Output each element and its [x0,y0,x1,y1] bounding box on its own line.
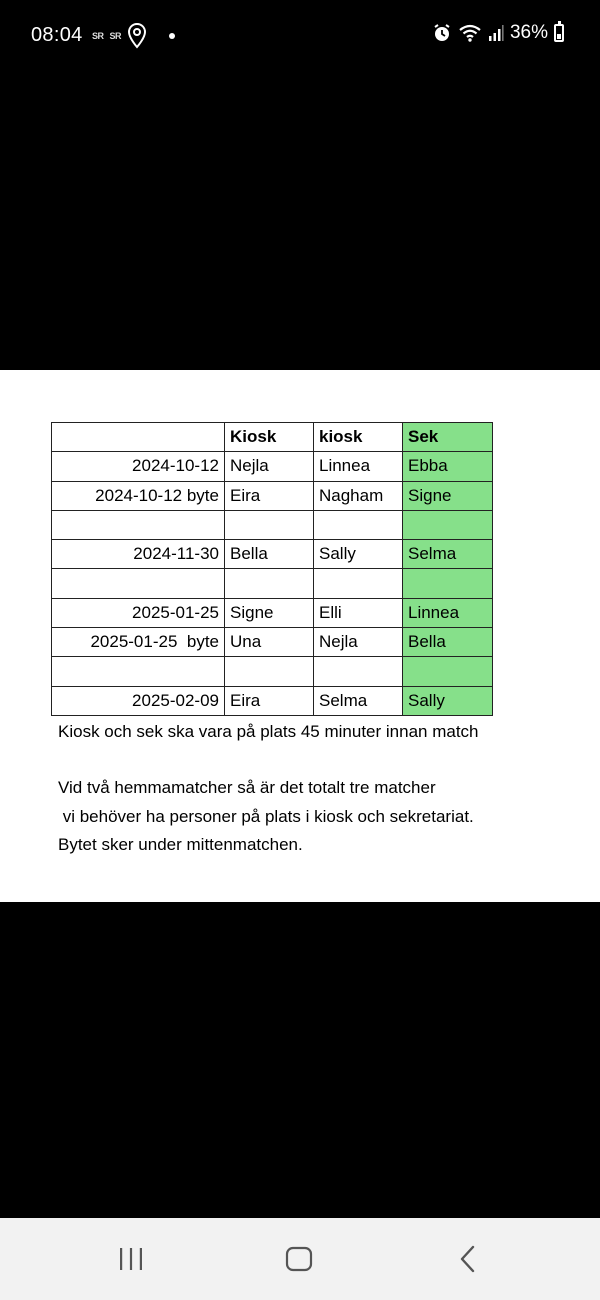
header-date [52,423,225,452]
sr-icon: SR [109,31,122,41]
location-icon [127,22,147,50]
table-row [52,569,493,598]
cell-sek: Signe [403,481,493,510]
note-line-4: Bytet sker under mittenmatchen. [58,835,303,854]
cell-date [52,510,225,539]
table-row [52,598,493,627]
note-line-2: Vid två hemmamatcher så är det totalt tre matcher [58,778,436,797]
home-button[interactable] [279,1242,319,1276]
header-kiosk-2: kiosk [314,423,403,452]
cell-kiosk-1: Nejla [225,452,314,481]
cell-date: 2024-11-30 [52,540,225,569]
header-kiosk-1: Kiosk [225,423,314,452]
cell-kiosk-1: Eira [225,686,314,715]
battery-icon [554,24,564,42]
status-right-icons [432,22,564,44]
cell-sek [403,510,493,539]
cell-kiosk-2: Sally [314,540,403,569]
document-image [0,370,600,902]
cell-sek: Ebba [403,452,493,481]
cell-kiosk-1: Eira [225,481,314,510]
cell-kiosk-1: Bella [225,540,314,569]
cell-kiosk-2 [314,657,403,686]
recent-apps-button[interactable] [111,1242,151,1276]
signal-icon [488,23,504,43]
table-row [52,510,493,539]
header-sek: Sek [403,423,493,452]
cell-date: 2024-10-12 [52,452,225,481]
cell-kiosk-2: Selma [314,686,403,715]
cell-date: 2024-10-12 byte [52,481,225,510]
status-bar [0,0,600,72]
cell-date: 2025-02-09 [52,686,225,715]
dot-icon [169,33,175,39]
note-line-3: vi behöver ha personer på plats i kiosk och sekretariat. [58,807,474,826]
table-row [52,657,493,686]
cell-kiosk-1 [225,569,314,598]
cell-date [52,569,225,598]
cell-sek: Bella [403,628,493,657]
table-row [52,481,493,510]
cell-kiosk-2 [314,510,403,539]
cell-kiosk-2: Nagham [314,481,403,510]
table-row [52,540,493,569]
cell-kiosk-1 [225,657,314,686]
cell-sek: Linnea [403,598,493,627]
status-left-icons [92,22,175,50]
cell-kiosk-1: Una [225,628,314,657]
cell-kiosk-1: Signe [225,598,314,627]
navigation-bar [0,1218,600,1300]
home-icon [284,1245,314,1273]
cell-date: 2025-01-25 byte [52,628,225,657]
back-icon [456,1244,480,1274]
cell-kiosk-2: Linnea [314,452,403,481]
table-row [52,452,493,481]
sr-icon: SR [92,31,104,41]
table-row [52,686,493,715]
status-time: 08:04 [31,24,83,46]
note-line-1: Kiosk och sek ska vara på plats 45 minuter innan match [58,722,479,741]
table-row [52,628,493,657]
recent-apps-icon [116,1246,146,1272]
cell-sek: Sally [403,686,493,715]
back-button[interactable] [448,1242,488,1276]
table-header-row [52,423,493,452]
cell-sek [403,657,493,686]
battery-percent: 36% [509,22,548,43]
wifi-icon [458,23,482,43]
cell-date: 2025-01-25 [52,598,225,627]
cell-kiosk-2: Nejla [314,628,403,657]
alarm-icon [432,23,452,43]
cell-kiosk-2 [314,569,403,598]
cell-sek: Selma [403,540,493,569]
cell-sek [403,569,493,598]
cell-date [52,657,225,686]
cell-kiosk-1 [225,510,314,539]
schedule-table [51,422,493,716]
cell-kiosk-2: Elli [314,598,403,627]
